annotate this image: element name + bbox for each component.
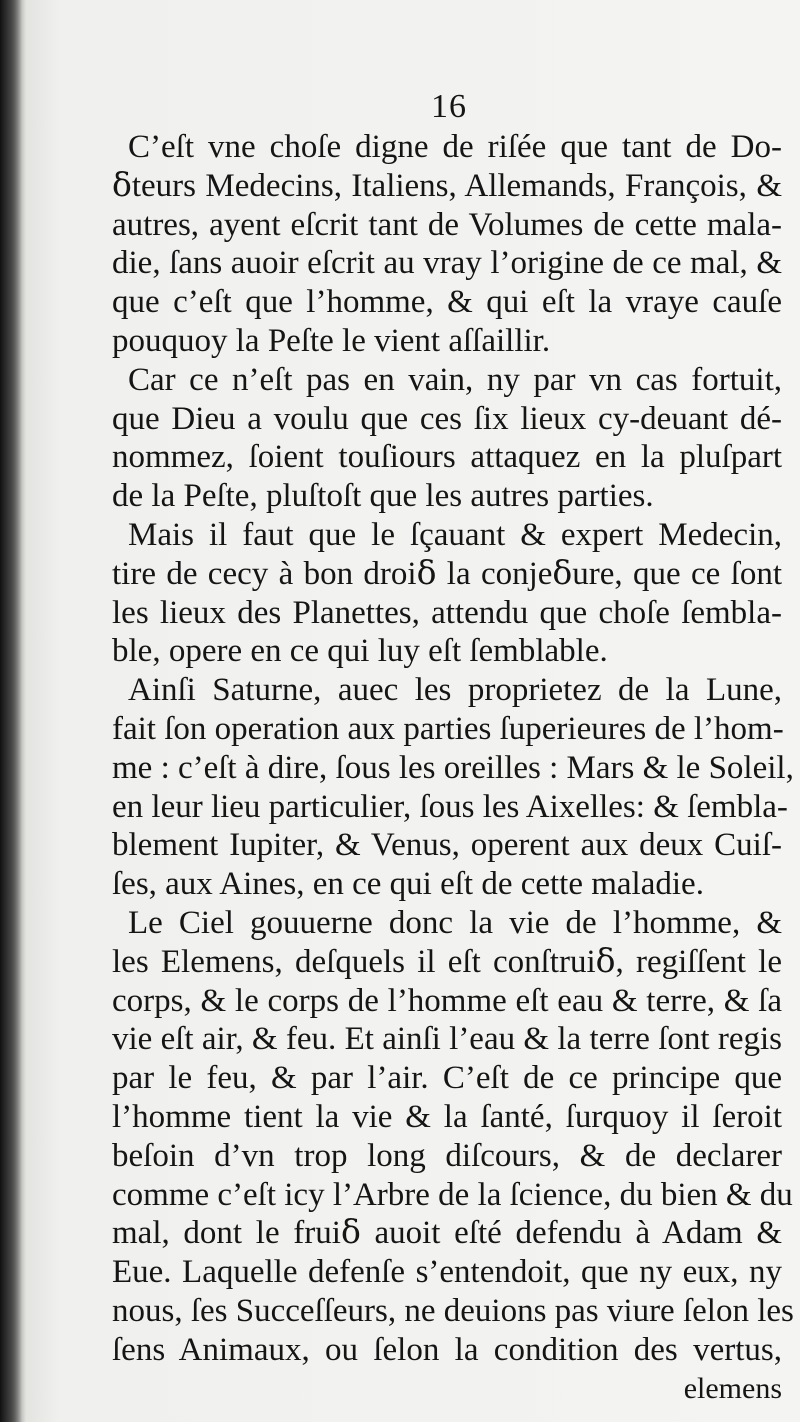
text-line: C’eſt vne choſe digne de riſée que tant de Do- [128, 129, 782, 165]
text-line: les lieux des Planettes, attendu que choſe ſembla- [112, 594, 782, 631]
text-line: les Elemens, deſquels il eſt conſtruiẟ, regiſſent le [112, 943, 782, 980]
text-line: que c’eſt que l’homme, & qui eſt la vraye cauſe [112, 284, 782, 321]
text-line: vie eſt air, & feu. Et ainſi l’eau & la terre ſont regis [112, 1021, 782, 1058]
text-line: die, ſans auoir eſcrit au vray l’origine de ce mal, & [112, 245, 782, 282]
binding-shadow [0, 0, 22, 1422]
text-line: blement Iupiter, & Venus, operent aux deux Cuiſ- [112, 827, 782, 864]
text-line: tire de cecy à bon droiẟ la conjeẟure, que ce ſont [112, 555, 782, 592]
text-line: corps, & le corps de l’homme eſt eau & terre, & ſa [112, 982, 782, 1019]
text-line: ẟteurs Medecins, Italiens, Allemands, François, & [112, 167, 782, 204]
catchword: elemens [683, 1371, 782, 1405]
body-text [112, 128, 792, 1408]
text-line: Mais il faut que le ſçauant & expert Medecin, [128, 516, 782, 553]
text-line: beſoin d’vn trop long diſcours, & de declarer [112, 1137, 782, 1174]
text-line: nous, ſes Succeſſeurs, ne deuions pas viure ſelon les [112, 1292, 794, 1329]
text-line: que Dieu a voulu que ces ſix lieux cy-deuant dé- [112, 400, 782, 437]
text-line: de la Peſte, pluſtoſt que les autres parties. [112, 478, 654, 515]
text-line: en leur lieu particulier, ſous les Aixelles: & ſembla- [112, 788, 788, 825]
text-line: par le feu, & par l’air. C’eſt de ce principe que [112, 1060, 782, 1097]
text-line: comme c’eſt icy l’Arbre de la ſcience, du bien & du [112, 1176, 793, 1213]
text-line: Ainſi Saturne, auec les proprietez de la Lune, [128, 672, 782, 709]
text-line: Car ce n’eſt pas en vain, ny par vn cas fortuit, [128, 361, 782, 398]
page-number: 16 [431, 88, 467, 125]
text-line: autres, ayent eſcrit tant de Volumes de cette mala- [112, 206, 782, 243]
text-line: l’homme tient la vie & la ſanté, ſurquoy il ſeroit [112, 1098, 782, 1135]
text-line: pouquoy la Peſte le vient aſſaillir. [112, 322, 551, 359]
text-line: Le Ciel gouuerne donc la vie de l’homme, & [128, 904, 782, 941]
text-line: Eue. Laquelle defenſe s’entendoit, que ny eux, ny [112, 1254, 782, 1291]
text-line: ſes, aux Aines, en ce qui eſt de cette maladie. [112, 866, 704, 903]
text-line: fait ſon operation aux parties ſuperieures de l’hom- [112, 710, 784, 747]
text-line: nommez, ſoient touſiours attaquez en la pluſpart [112, 439, 782, 476]
text-line: ſens Animaux, ou ſelon la condition des vertus, [112, 1331, 782, 1368]
text-line: me : c’eſt à dire, ſous les oreilles : Mars & le Soleil, [112, 749, 794, 786]
text-line: mal, dont le fruiẟ auoit eſté defendu à Adam & [112, 1215, 782, 1252]
text-line: ble, opere en ce qui luy eſt ſemblable. [112, 633, 608, 670]
